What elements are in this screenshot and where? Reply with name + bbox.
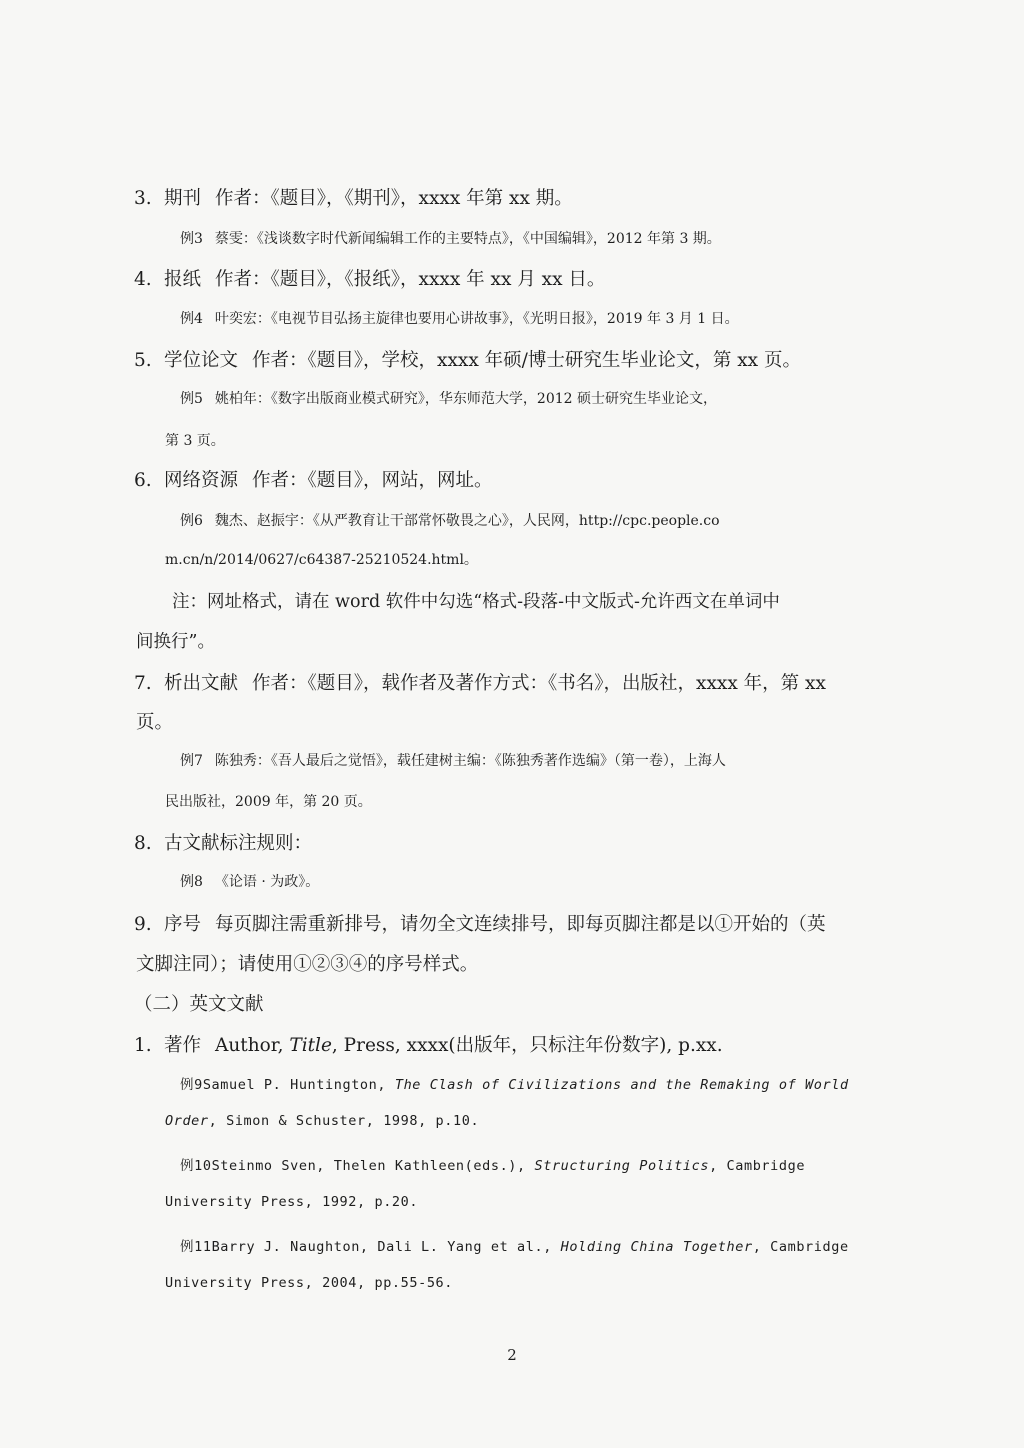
item-kind: 学位论文: [164, 350, 239, 371]
example-label: 例6: [180, 513, 203, 529]
example-text: 叶奕宏：《电视节目弘扬主旋律也要用心讲故事》，《光明日报》，2019 年 3 月 1 日。: [214, 311, 739, 327]
example-9: [180, 1073, 849, 1093]
example-8: [180, 871, 319, 891]
example-3: [180, 228, 721, 248]
item-number: 9.: [134, 914, 152, 935]
example-6: [180, 510, 720, 530]
example-10-continued: University Press, 1992, p.20.: [165, 1194, 419, 1210]
item-format: 作者：《题目》，《期刊》，xxxx 年第 xx 期。: [215, 188, 573, 209]
example-title: Holding China Together: [560, 1239, 753, 1255]
example-title: The Clash of Civilizations and the Remaking of World: [394, 1077, 849, 1093]
item-4-newspaper: [134, 265, 605, 291]
example-text: 姚柏年：《数字出版商业模式研究》，华东师范大学，2012 硕士研究生毕业论文，: [214, 391, 717, 407]
item-9-continued: 文脚注同）；请使用①②③④的序号样式。: [136, 954, 479, 975]
note-line-2: 间换行”。: [136, 632, 215, 652]
example-11: [180, 1235, 849, 1255]
item-number: 8.: [134, 833, 152, 854]
example-10: [180, 1154, 805, 1174]
example-text: 蔡雯：《浅谈数字时代新闻编辑工作的主要特点》，《中国编辑》，2012 年第 3 期。: [214, 231, 721, 247]
example-11-continued: University Press, 2004, pp.55-56.: [165, 1275, 454, 1291]
example-label: 例9: [180, 1077, 203, 1093]
example-label: 例3: [180, 231, 203, 247]
item-kind: 报纸: [164, 269, 202, 290]
example-7: [180, 750, 726, 770]
item-number: 6.: [134, 470, 152, 491]
item-format: 每页脚注需重新排号，请勿全文连续排号，即每页脚注都是以①开始的（英: [215, 914, 826, 935]
item-8-ancient: [134, 829, 312, 855]
example-6-continued: m.cn/n/2014/0627/c64387-25210524.html。: [165, 552, 478, 568]
example-author: Steinmo Sven, Thelen Kathleen(eds.),: [211, 1158, 535, 1174]
example-label: 例10: [180, 1158, 212, 1174]
item-format: 作者：《题目》，《报纸》，xxxx 年 xx 月 xx 日。: [215, 269, 606, 290]
example-publisher: , Simon & Schuster, 1998, p.10.: [208, 1113, 480, 1129]
item-format: 作者：《题目》，网站，网址。: [252, 470, 493, 491]
item-number: 7.: [134, 673, 152, 694]
example-author: Barry J. Naughton, Dali L. Yang et al.,: [211, 1239, 561, 1255]
item-format-rest: , Press, xxxx(出版年，只标注年份数字), p.xx.: [331, 1035, 723, 1056]
item-kind: 析出文献: [164, 673, 239, 694]
note-line-1: 注：网址格式，请在 word 软件中勾选“格式-段落-中文版式-允许西文在单词中: [172, 592, 780, 612]
example-5-continued: 第 3 页。: [165, 433, 225, 449]
example-label: 例4: [180, 311, 203, 327]
example-text: 《论语 · 为政》。: [214, 874, 320, 890]
example-5: [180, 388, 717, 408]
item-kind: 著作: [164, 1035, 202, 1056]
example-7-continued: 民出版社，2009 年，第 20 页。: [165, 794, 372, 810]
item-5-thesis: [134, 346, 801, 372]
item-kind: 期刊: [164, 188, 202, 209]
item-kind: 序号: [164, 914, 202, 935]
example-label: 例11: [180, 1239, 212, 1255]
example-publisher: , Cambridge: [752, 1239, 849, 1255]
item-7-continued: 页。: [136, 712, 174, 733]
item-number: 1.: [134, 1035, 152, 1056]
example-text: 陈独秀：《吾人最后之觉悟》，载任建树主编：《陈独秀著作选编》（第一卷），上海人: [214, 753, 726, 769]
item-6-web: [134, 466, 493, 492]
subheading-english-references: （二）英文文献: [134, 994, 264, 1015]
item-9-numbering: [134, 910, 826, 936]
example-4: [180, 308, 739, 328]
item-number: 5.: [134, 350, 152, 371]
item-kind: 古文献标注规则：: [164, 833, 313, 854]
item-format-title: Title: [289, 1035, 332, 1056]
example-title: Structuring Politics: [534, 1158, 710, 1174]
example-label: 例7: [180, 753, 203, 769]
item-e1-book: [134, 1031, 723, 1057]
item-7-extracted: [134, 669, 826, 695]
item-format-author: Author,: [215, 1035, 290, 1056]
example-9-continued: [165, 1113, 479, 1129]
item-number: 4.: [134, 269, 152, 290]
example-author: Samuel P. Huntington,: [202, 1077, 395, 1093]
item-number: 3.: [134, 188, 152, 209]
example-label: 例5: [180, 391, 203, 407]
example-publisher: , Cambridge: [709, 1158, 806, 1174]
example-text: 魏杰、赵振宇：《从严教育让干部常怀敬畏之心》，人民网，http://cpc.people.co: [214, 513, 720, 529]
example-title: Order: [165, 1113, 209, 1129]
item-3-journal: [134, 184, 573, 210]
page-number: 2: [507, 1346, 517, 1364]
item-kind: 网络资源: [164, 470, 239, 491]
example-label: 例8: [180, 874, 203, 890]
item-format: 作者：《题目》，载作者及著作方式：《书名》，出版社，xxxx 年，第 xx: [252, 673, 826, 694]
item-format: 作者：《题目》，学校，xxxx 年硕/博士研究生毕业论文，第 xx 页。: [252, 350, 801, 371]
